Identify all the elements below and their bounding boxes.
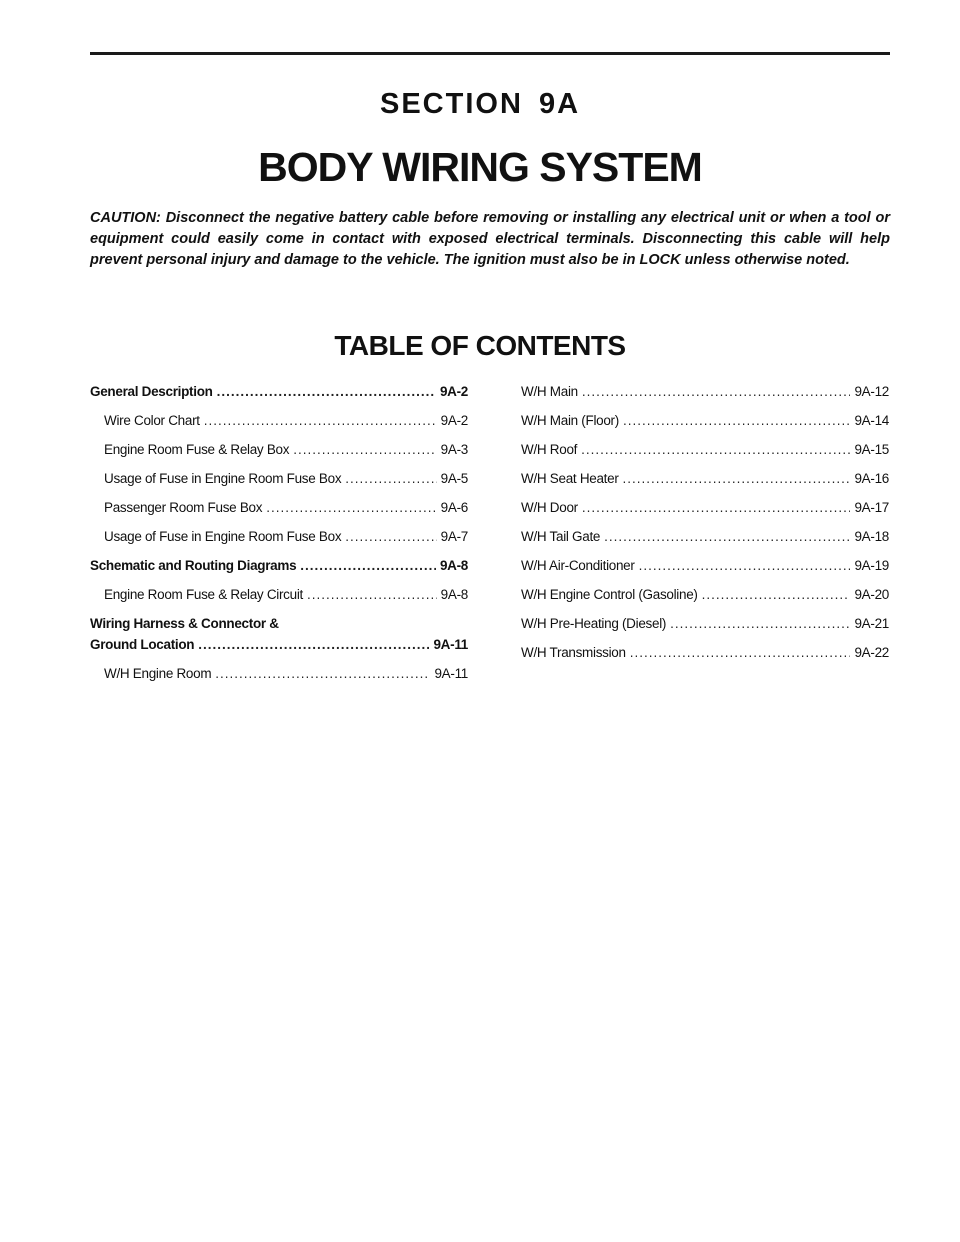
toc-title: TABLE OF CONTENTS [334,330,626,361]
dot-leader [604,529,850,544]
toc-entry-label: W/H Pre-Heating (Diesel) [521,616,667,631]
toc-entry-label: W/H Main (Floor) [521,413,619,428]
toc-entry-page: 9A-2 [439,384,468,399]
toc-entry-label: W/H Engine Control (Gasoline) [521,587,698,602]
toc-entry-label: Wire Color Chart [104,413,200,428]
dot-leader [266,500,436,515]
toc-entry-wh-engine-control[interactable] [511,587,889,608]
toc-entry-wiring-harness-line1: Wiring Harness & Connector & [90,616,279,631]
toc-entry-usage-of-fuse-1[interactable] [90,471,468,492]
toc-entry-label: W/H Main [521,384,578,399]
toc-entry-page: 9A-22 [854,645,889,660]
toc-entry-label: General Description [90,384,213,399]
dot-leader [345,529,436,544]
toc-entry-label: W/H Seat Heater [521,471,619,486]
toc-entry-page: 9A-14 [854,413,889,428]
toc-entry-label: W/H Roof [521,442,578,457]
dot-leader [582,384,851,399]
toc-entry-wh-air-conditioner[interactable] [511,558,889,579]
toc-left-column [90,384,468,695]
toc-entry-label: Ground Location [90,637,195,652]
dot-leader [215,666,430,681]
toc-entry-page: 9A-20 [854,587,889,602]
toc-entry-label: Passenger Room Fuse Box [104,500,263,515]
top-rule [90,52,890,55]
toc-entry-wh-transmission[interactable] [511,645,889,666]
toc-entry-wh-roof[interactable] [511,442,889,463]
toc-entry-page: 9A-15 [854,442,889,457]
toc-entry-wh-main-floor[interactable] [511,413,889,434]
toc-entry-label: Usage of Fuse in Engine Room Fuse Box [104,529,342,544]
dot-leader [702,587,851,602]
dot-leader [345,471,436,486]
toc-entry-page: 9A-8 [439,558,468,573]
toc-entry-wh-door[interactable] [511,500,889,521]
toc-entry-ground-location[interactable] [90,637,468,658]
toc-entry-label: Schematic and Routing Diagrams [90,558,297,573]
toc-entry-page: 9A-12 [854,384,889,399]
toc-entry-page: 9A-11 [433,637,468,652]
toc-entry-page: 9A-18 [854,529,889,544]
toc-entry-wire-color-chart[interactable] [90,413,468,434]
dot-leader [582,500,851,515]
toc-entry-page: 9A-11 [434,666,468,681]
dot-leader [639,558,851,573]
toc-entry-page: 9A-17 [854,500,889,515]
toc-entry-general-description[interactable] [90,384,468,405]
dot-leader [670,616,850,631]
toc-entry-page: 9A-19 [854,558,889,573]
toc-entry-label: W/H Door [521,500,578,515]
caution-paragraph: CAUTION: Disconnect the negative battery cable before removing or installing any electrical unit or when a tool or equipment could easily come in contact with exposed electrical terminals. Disconnecting this cable will help prevent personal injury and damage to the vehicle. The ignition must also be in LOCK unless otherwise noted. [90,210,890,268]
page-title: BODY WIRING SYSTEM [258,144,702,190]
toc-entry-page: 9A-8 [440,587,468,602]
dot-leader [623,471,851,486]
dot-leader [300,558,436,573]
dot-leader [581,442,850,457]
toc-entry-passenger-room-fuse-box[interactable] [90,500,468,521]
toc-entry-schematic-routing[interactable] [90,558,468,579]
toc-entry-label: W/H Air-Conditioner [521,558,635,573]
toc-right-column [511,384,889,674]
dot-leader [217,384,436,399]
toc-entry-wh-seat-heater[interactable] [511,471,889,492]
toc-entry-engine-room-fuse-relay-box[interactable] [90,442,468,463]
toc-entry-wh-engine-room[interactable] [90,666,468,687]
toc-entry-label: Usage of Fuse in Engine Room Fuse Box [104,471,342,486]
toc-entry-page: 9A-7 [440,529,468,544]
toc-entry-label: W/H Tail Gate [521,529,601,544]
toc-entry-usage-of-fuse-2[interactable] [90,529,468,550]
toc-entry-page: 9A-3 [440,442,468,457]
dot-leader [307,587,437,602]
toc-entry-page: 9A-5 [440,471,468,486]
toc-entry-page: 9A-2 [440,413,468,428]
dot-leader [198,637,429,652]
toc-entry-page: 9A-21 [854,616,889,631]
toc-entry-page: 9A-16 [854,471,889,486]
dot-leader [630,645,851,660]
toc-entry-wh-tail-gate[interactable] [511,529,889,550]
section-number: SECTION 9A [379,88,581,120]
dot-leader [293,442,436,457]
toc-entry-label: W/H Transmission [521,645,626,660]
toc-entry-page: 9A-6 [440,500,468,515]
toc-entry-label: Engine Room Fuse & Relay Circuit [104,587,303,602]
toc-entry-wh-pre-heating[interactable] [511,616,889,637]
dot-leader [623,413,851,428]
toc-entry-label: W/H Engine Room [104,666,212,681]
toc-entry-label: Engine Room Fuse & Relay Box [104,442,290,457]
dot-leader [204,413,437,428]
toc-entry-engine-room-fuse-relay-circuit[interactable] [90,587,468,608]
toc-entry-wh-main[interactable] [511,384,889,405]
